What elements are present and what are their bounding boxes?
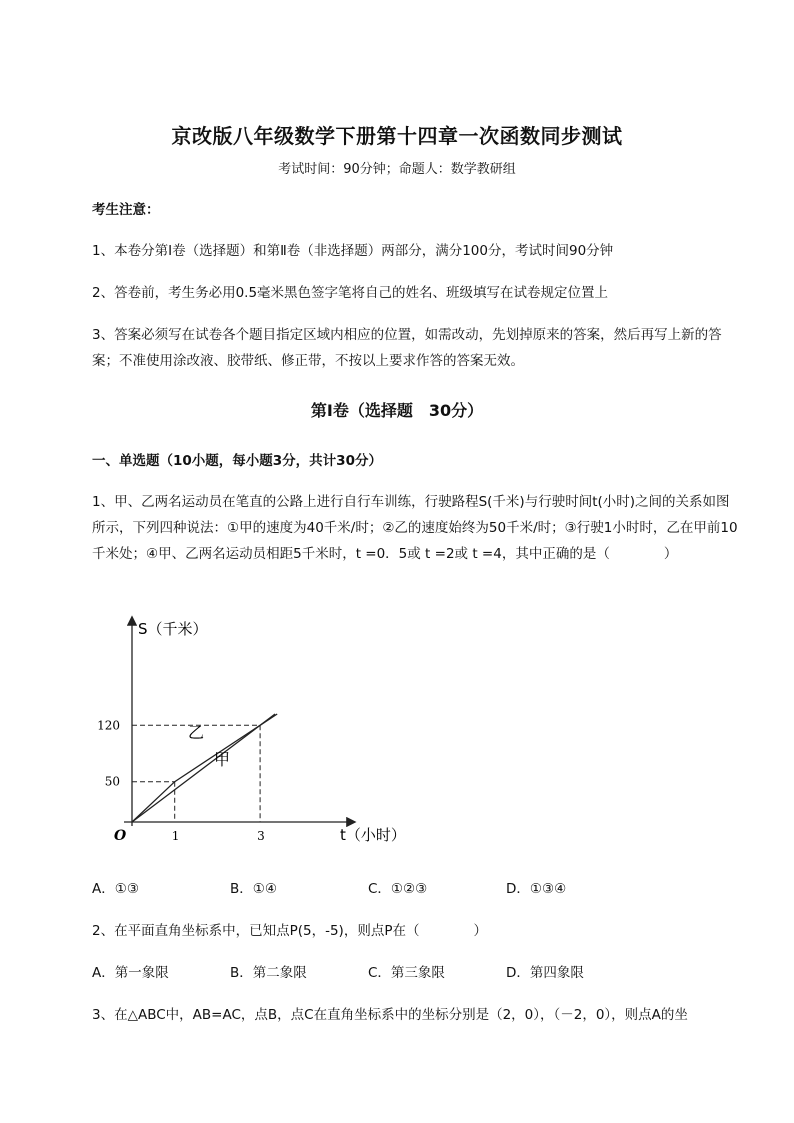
y-tick-label-2: 120: [97, 718, 120, 733]
origin-label: O: [114, 828, 127, 844]
exam-subtitle: 考试时间：90分钟；命题人：数学教研组: [278, 162, 516, 177]
notice-item-1: 1、本卷分第I卷（选择题）和第Ⅱ卷（非选择题）两部分，满分100分，考试时间90分钟: [92, 243, 614, 259]
q1-option-a[interactable]: A．①③: [92, 881, 139, 897]
question-2-options: [92, 961, 742, 987]
q1-option-b[interactable]: B．①④: [230, 881, 277, 897]
q2-option-c[interactable]: C．第三象限: [368, 965, 445, 981]
question-2-stem: 2、在平面直角坐标系中，已知点P(5，-5)，则点P在（ ）: [92, 923, 487, 939]
question-1-stem: 1、甲、乙两名运动员在笔直的公路上进行自行车训练，行驶路程S(千米)与行驶时间t(小时)之间的关系如图所示，下列四种说法：①甲的速度为40千米/时；②乙的速度始终为50千米/时；③行驶1小时时，乙在甲前10千米处；④甲、乙两名运动员相距5千米时，t =0．5或 t =2或 t =4，其中正确的是（ ）: [92, 494, 738, 562]
y-tick-label-1: 50: [104, 774, 120, 789]
y-axis-label: S（千米）: [138, 620, 208, 638]
x-tick-label-2: 3: [257, 829, 265, 843]
q2-option-d[interactable]: D．第四象限: [506, 965, 584, 981]
series-label-yi: 乙: [188, 723, 205, 742]
q2-option-b[interactable]: B．第二象限: [230, 965, 307, 981]
exam-title: 京改版八年级数学下册第十四章一次函数同步测试: [171, 124, 623, 148]
q2-option-a[interactable]: A．第一象限: [92, 965, 169, 981]
notice-heading: 考生注意：: [92, 202, 160, 218]
series-label-jia: 甲: [214, 750, 231, 769]
q1-option-c[interactable]: C．①②③: [368, 881, 428, 897]
question-3-stem: 3、在△ABC中，AB=AC，点B，点C在直角坐标系中的坐标分别是（2，0），（－2，0），则点A的坐: [92, 1007, 688, 1023]
section-title: 第I卷（选择题 30分）: [310, 401, 484, 420]
notice-item-3: 3、答案必须写在试卷各个题目指定区域内相应的位置，如需改动，先划掉原来的答案，然后再写上新的答案；不准使用涂改液、胶带纸、修正带，不按以上要求作答的答案无效。: [92, 327, 722, 369]
x-axis-label: t（小时）: [340, 826, 406, 844]
notice-item-2: 2、答卷前，考生务必用0.5毫米黑色签字笔将自己的姓名、班级填写在试卷规定位置上: [92, 285, 609, 301]
x-tick-label-1: 1: [171, 829, 180, 843]
q1-option-d[interactable]: D．①③④: [506, 881, 567, 897]
part-title: 一、单选题（10小题，每小题3分，共计30分）: [92, 453, 382, 469]
question-1-options: [92, 877, 742, 903]
distance-time-graph: [92, 610, 406, 855]
